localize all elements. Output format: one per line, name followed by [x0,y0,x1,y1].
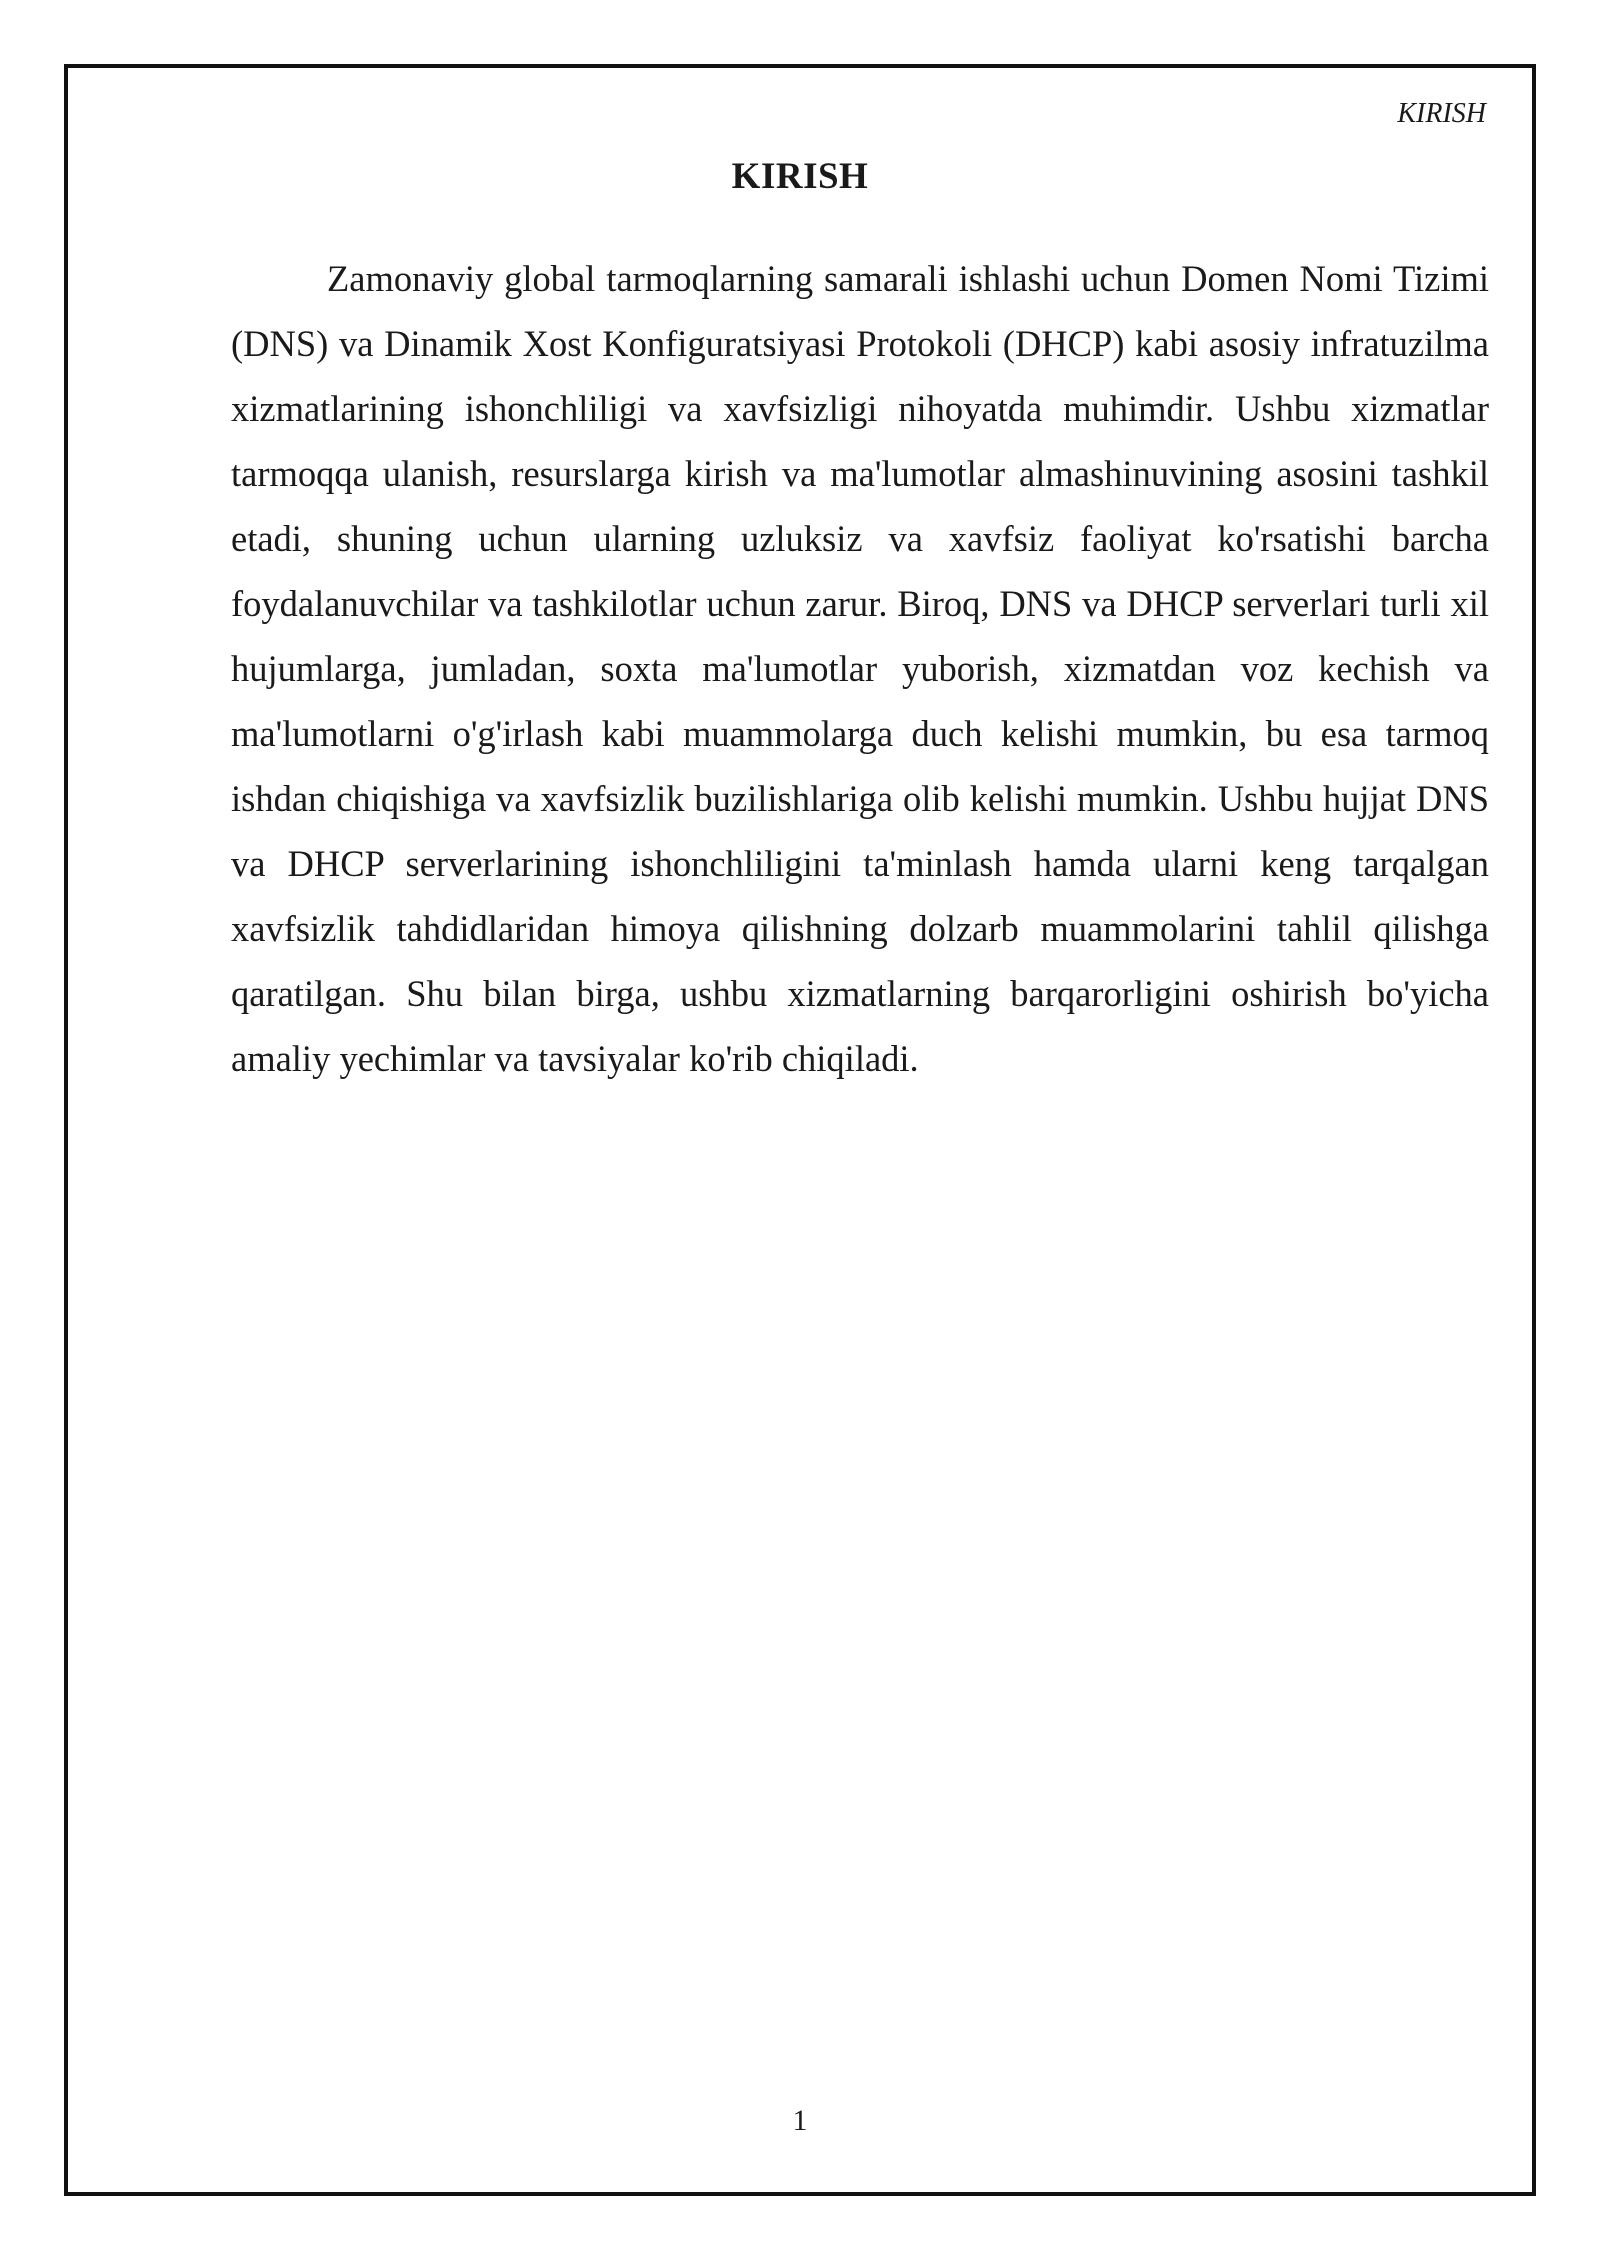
page-title: KIRISH [731,156,869,197]
page-number: 1 [792,2104,808,2137]
page-frame [64,64,1536,2196]
body-paragraph: Zamonaviy global tarmoqlarning samarali ishlashi uchun Domen Nomi Tizimi (DNS) va Dinamik Xost Konfiguratsiyasi Protokoli (DHCP) kabi asosiy infratuzilma xizmatlarining ishonchliligi va xavfsizligi nihoyatda muhimdir. Ushbu xizmatlar tarmoqqa ulanish, resurslarga kirish va ma'lumotlar almashinuvining asosini tashkil etadi, shuning uchun ularning uzluksiz va xavfsiz faoliyat ko'rsatishi barcha foydalanuvchilar va tashkilotlar uchun zarur. Biroq, DNS va DHCP serverlari turli xil hujumlarga, jumladan, soxta ma'lumotlar yuborish, xizmatdan voz kechish va ma'lumotlarni o'g'irlash kabi muammolarga duch kelishi mumkin, bu esa tarmoq ishdan chiqishiga va xavfsizlik buzilishlariga olib kelishi mumkin. Ushbu hujjat DNS va DHCP serverlarining ishonchliligini ta'minlash hamda ularni keng tarqalgan xavfsizlik tahdidlaridan himoya qilishning dolzarb muammolarini tahlil qilishga qaratilgan. Shu bilan birga, ushbu xizmatlarning barqarorligini oshirish bo'yicha amaliy yechimlar va tavsiyalar ko'rib chiqiladi. [231,258,1489,1079]
running-header: KIRISH [1397,98,1486,129]
